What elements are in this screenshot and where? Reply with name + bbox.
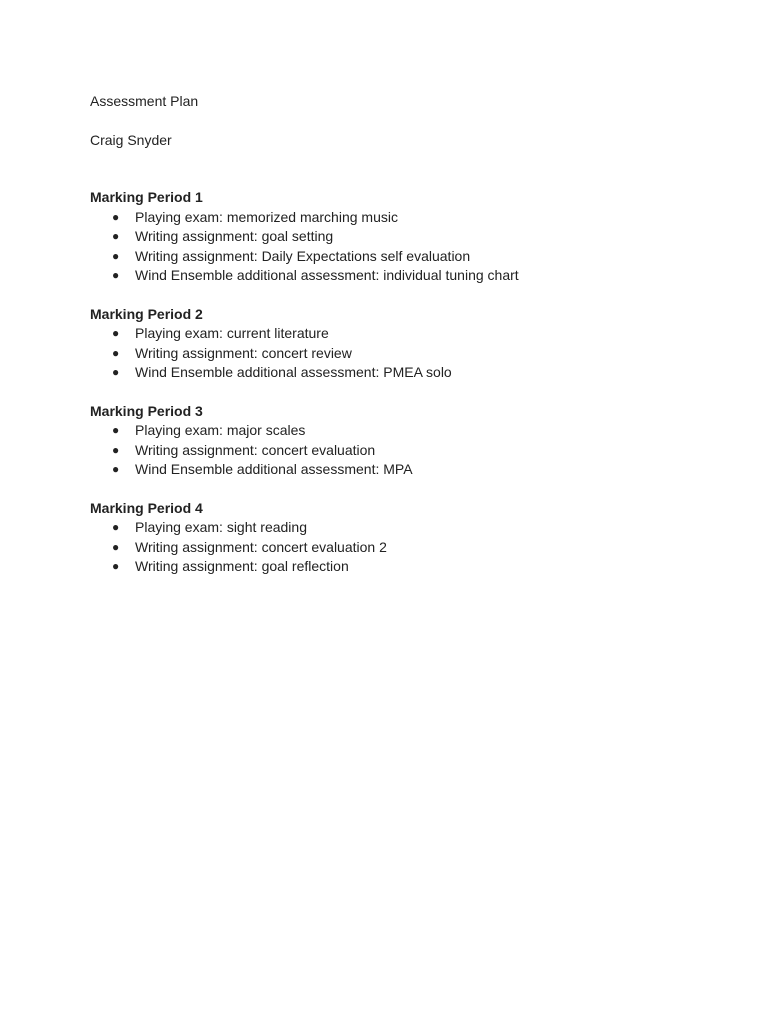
bullet-icon: ● [112, 365, 120, 379]
list-item-text: Playing exam: current literature [135, 325, 329, 341]
assessment-list [90, 324, 730, 383]
bullet-icon: ● [112, 345, 120, 360]
assessment-list [90, 208, 730, 286]
marking-period-1 [90, 188, 730, 286]
list-item [90, 266, 730, 286]
list-item-text: Playing exam: major scales [135, 422, 306, 438]
list-item [90, 324, 730, 344]
document-title: Assessment Plan [90, 93, 199, 109]
list-item [90, 441, 730, 461]
bullet-icon: ● [112, 539, 120, 554]
list-item [90, 344, 730, 364]
marking-period-4 [90, 499, 730, 577]
list-item-text: Writing assignment: goal reflection [135, 558, 349, 574]
marking-period-2 [90, 305, 730, 383]
bullet-icon: ● [112, 209, 120, 224]
list-item [90, 363, 730, 383]
document-author: Craig Snyder [90, 131, 172, 148]
period-heading: Marking Period 3 [90, 402, 203, 419]
bullet-icon: ● [112, 462, 120, 476]
list-item [90, 227, 730, 247]
list-item [90, 421, 730, 441]
period-heading: Marking Period 2 [90, 305, 203, 322]
bullet-icon: ● [112, 559, 120, 573]
list-item [90, 208, 730, 228]
list-item-text: Writing assignment: goal setting [135, 228, 334, 244]
list-item-text: Wind Ensemble additional assessment: MPA [135, 461, 413, 477]
list-item [90, 460, 730, 480]
assessment-list [90, 518, 730, 577]
marking-period-3 [90, 402, 730, 480]
bullet-icon: ● [112, 442, 120, 457]
document-page [90, 92, 730, 596]
list-item-text: Playing exam: sight reading [135, 519, 307, 535]
bullet-icon: ● [112, 268, 120, 282]
bullet-icon: ● [112, 423, 120, 437]
period-heading: Marking Period 1 [90, 189, 203, 205]
list-item [90, 247, 730, 267]
assessment-list [90, 421, 730, 480]
list-item-text: Wind Ensemble additional assessment: individual tuning chart [135, 267, 519, 283]
list-item-text: Wind Ensemble additional assessment: PMEA solo [135, 364, 452, 380]
bullet-icon: ● [112, 248, 120, 263]
bullet-icon: ● [112, 520, 120, 534]
bullet-icon: ● [112, 229, 120, 243]
list-item-text: Playing exam: memorized marching music [135, 208, 398, 225]
list-item-text: Writing assignment: concert evaluation [135, 441, 376, 458]
bullet-icon: ● [112, 326, 120, 340]
list-item-text: Writing assignment: concert evaluation 2 [135, 538, 387, 555]
list-item-text: Writing assignment: Daily Expectations self evaluation [135, 247, 471, 264]
list-item-text: Writing assignment: concert review [135, 344, 352, 361]
period-heading: Marking Period 4 [90, 499, 203, 516]
list-item [90, 557, 730, 577]
list-item [90, 518, 730, 538]
list-item [90, 538, 730, 558]
